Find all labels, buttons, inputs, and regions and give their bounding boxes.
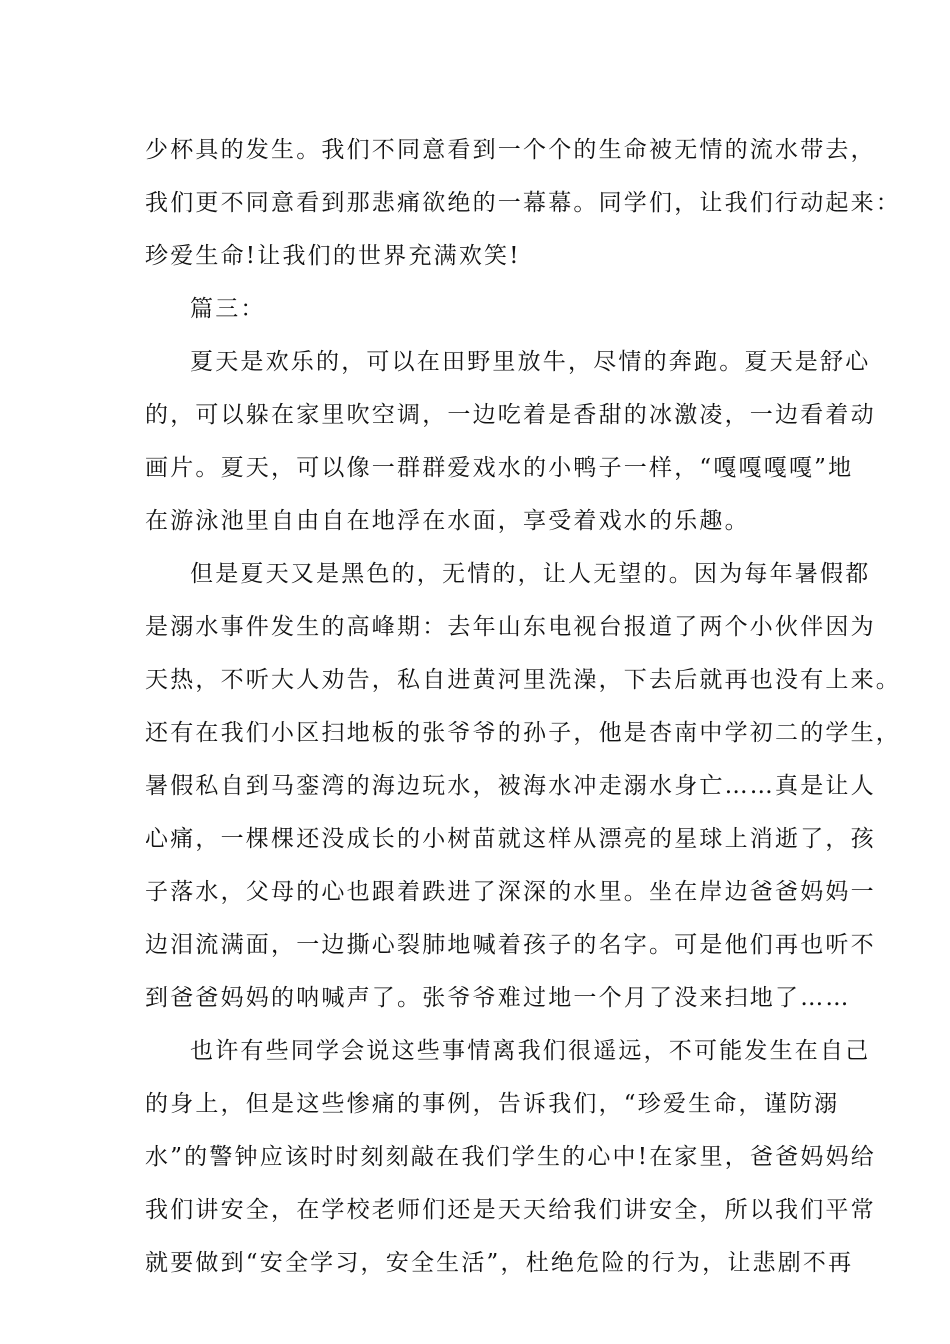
text-line: 心痛，一棵棵还没成长的小树苗就这样从漂亮的星球上消逝了，孩 (145, 826, 876, 852)
text-line: 子落水，父母的心也跟着跌进了深深的水里。坐在岸边爸爸妈妈一 (145, 879, 876, 905)
text-line: 就要做到“安全学习，安全生活”，杜绝危险的行为，让悲剧不再 (145, 1250, 854, 1276)
text-line: 也许有些同学会说这些事情离我们很遥远，不可能发生在自己 (190, 1038, 871, 1064)
text-line: 的身上，但是这些惨痛的事例，告诉我们，“珍爱生命，谨防溺 (145, 1091, 840, 1117)
text-line: 在游泳池里自由自在地浮在水面，享受着戏水的乐趣。 (145, 508, 750, 534)
text-line: 我们讲安全，在学校老师们还是天天给我们讲安全，所以我们平常 (145, 1197, 876, 1223)
text-line: 我们更不同意看到那悲痛欲绝的一幕幕。同学们，让我们行动起来： (145, 190, 901, 216)
text-line: 画片。夏天，可以像一群群爱戏水的小鸭子一样，“嘎嘎嘎嘎”地 (145, 455, 854, 481)
text-line: 夏天是欢乐的，可以在田野里放牛，尽情的奔跑。夏天是舒心 (190, 349, 871, 375)
text-line: 的，可以躲在家里吹空调，一边吃着是香甜的冰激凌，一边看着动 (145, 402, 876, 428)
text-line: 但是夏天又是黑色的，无情的，让人无望的。因为每年暑假都 (190, 561, 871, 587)
text-line: 还有在我们小区扫地板的张爷爷的孙子，他是杏南中学初二的学生， (145, 720, 901, 746)
text-line: 少杯具的发生。我们不同意看到一个个的生命被无情的流水带去， (145, 137, 876, 163)
text-line: 珍爱生命!让我们的世界充满欢笑! (145, 243, 521, 269)
text-line: 边泪流满面，一边撕心裂肺地喊着孩子的名字。可是他们再也听不 (145, 932, 876, 958)
text-line: 暑假私自到马銮湾的海边玩水，被海水冲走溺水身亡……真是让人 (145, 773, 876, 799)
section-heading: 篇三： (190, 296, 266, 322)
text-line: 天热，不听大人劝告，私自进黄河里洗澡，下去后就再也没有上来。 (145, 667, 901, 693)
text-line: 水”的警钟应该时时刻刻敲在我们学生的心中!在家里，爸爸妈妈给 (145, 1144, 877, 1170)
text-line: 是溺水事件发生的高峰期：去年山东电视台报道了两个小伙伴因为 (145, 614, 876, 640)
text-line: 到爸爸妈妈的呐喊声了。张爷爷难过地一个月了没来扫地了…… (145, 985, 851, 1011)
